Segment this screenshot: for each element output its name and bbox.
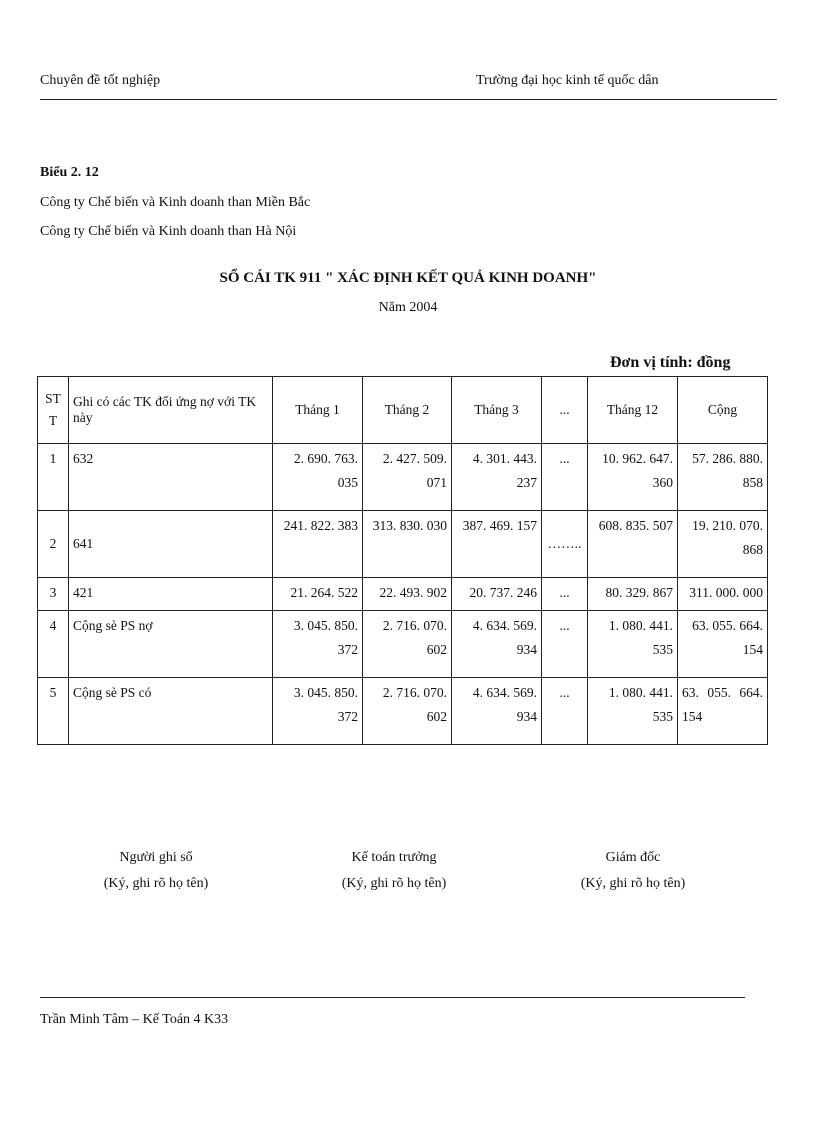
cell-month-3: 20. 737. 246	[452, 578, 542, 611]
document-code: Biểu 2. 12	[40, 165, 99, 180]
cell-month-12: 608. 835. 507	[588, 511, 678, 578]
cell-month-2: 2. 716. 070. 602	[363, 678, 452, 745]
company-line-1: Công ty Chế biến và Kinh doanh than Miền Bắc	[40, 195, 311, 210]
col-header-month-1: Tháng 1	[273, 377, 363, 444]
cell-total: 57. 286. 880. 858	[678, 444, 768, 511]
cell-account: 421	[69, 578, 273, 611]
cell-total: 63. 055. 664. 154	[678, 611, 768, 678]
cell-stt: 5	[38, 678, 69, 745]
cell-ellipsis: ...	[542, 611, 588, 678]
cell-total: 63. 055. 664. 154	[678, 678, 768, 745]
col-header-stt: ST T	[38, 377, 69, 444]
signature-chief-accountant-note: (Ký, ghi rõ họ tên)	[341, 876, 447, 891]
col-header-ellipsis: ...	[542, 377, 588, 444]
ledger-table	[37, 376, 768, 745]
cell-account: Cộng sè PS có	[69, 678, 273, 745]
cell-account: 632	[69, 444, 273, 511]
header-right: Trường đại học kinh tế quốc dân	[476, 73, 659, 88]
col-header-month-3: Tháng 3	[452, 377, 542, 444]
table-row	[38, 578, 768, 611]
cell-stt: 3	[38, 578, 69, 611]
cell-month-12: 1. 080. 441. 535	[588, 678, 678, 745]
company-line-2: Công ty Chế biến và Kinh doanh than Hà Nội	[40, 224, 297, 239]
cell-stt: 2	[38, 511, 69, 578]
col-header-month-12: Tháng 12	[588, 377, 678, 444]
footer-author: Trần Minh Tâm – Kế Toán 4 K33	[40, 1012, 229, 1027]
cell-month-2: 313. 830. 030	[363, 511, 452, 578]
col-header-total: Cộng	[678, 377, 768, 444]
signature-recorder	[56, 845, 256, 897]
cell-month-1: 3. 045. 850. 372	[273, 678, 363, 745]
cell-total: 19. 210. 070. 868	[678, 511, 768, 578]
cell-stt: 1	[38, 444, 69, 511]
cell-ellipsis: ……..	[542, 511, 588, 578]
cell-month-2: 2. 716. 070. 602	[363, 611, 452, 678]
signature-recorder-title: Người ghi sổ	[119, 850, 193, 865]
cell-month-12: 10. 962. 647. 360	[588, 444, 678, 511]
cell-ellipsis: ...	[542, 578, 588, 611]
cell-month-3: 4. 634. 569. 934	[452, 611, 542, 678]
cell-month-12: 80. 329. 867	[588, 578, 678, 611]
cell-stt: 4	[38, 611, 69, 678]
unit-label: Đơn vị tính: đồng	[610, 354, 731, 371]
header-rule	[40, 99, 777, 100]
cell-ellipsis: ...	[542, 444, 588, 511]
cell-account: Cộng sè PS nợ	[69, 611, 273, 678]
signature-director-title: Giám đốc	[605, 850, 661, 865]
cell-month-1: 21. 264. 522	[273, 578, 363, 611]
cell-account: 641	[69, 511, 273, 578]
footer-rule	[40, 997, 745, 998]
table-row	[38, 511, 768, 578]
col-header-month-2: Tháng 2	[363, 377, 452, 444]
signature-chief-accountant	[294, 845, 494, 897]
cell-total: 311. 000. 000	[678, 578, 768, 611]
cell-month-1: 2. 690. 763. 035	[273, 444, 363, 511]
signature-director	[533, 845, 733, 897]
cell-month-3: 4. 634. 569. 934	[452, 678, 542, 745]
cell-month-12: 1. 080. 441. 535	[588, 611, 678, 678]
signature-recorder-note: (Ký, ghi rõ họ tên)	[103, 876, 209, 891]
table-row	[38, 678, 768, 745]
col-header-account: Ghi có các TK đối ứng nợ với TK này	[69, 377, 273, 444]
cell-ellipsis: ...	[542, 678, 588, 745]
signature-chief-accountant-title: Kế toán trưởng	[351, 850, 437, 865]
cell-month-2: 22. 493. 902	[363, 578, 452, 611]
cell-month-3: 4. 301. 443. 237	[452, 444, 542, 511]
signature-director-note: (Ký, ghi rõ họ tên)	[580, 876, 686, 891]
cell-month-2: 2. 427. 509. 071	[363, 444, 452, 511]
table-row	[38, 611, 768, 678]
cell-month-3: 387. 469. 157	[452, 511, 542, 578]
cell-month-1: 241. 822. 383	[273, 511, 363, 578]
header-left: Chuyên đề tốt nghiệp	[40, 73, 161, 88]
ledger-title: SỔ CÁI TK 911 " XÁC ĐỊNH KẾT QUẢ KINH DOANH"	[219, 270, 597, 286]
cell-month-1: 3. 045. 850. 372	[273, 611, 363, 678]
table-header-row	[38, 377, 768, 444]
ledger-year: Năm 2004	[378, 300, 438, 315]
table-row	[38, 444, 768, 511]
